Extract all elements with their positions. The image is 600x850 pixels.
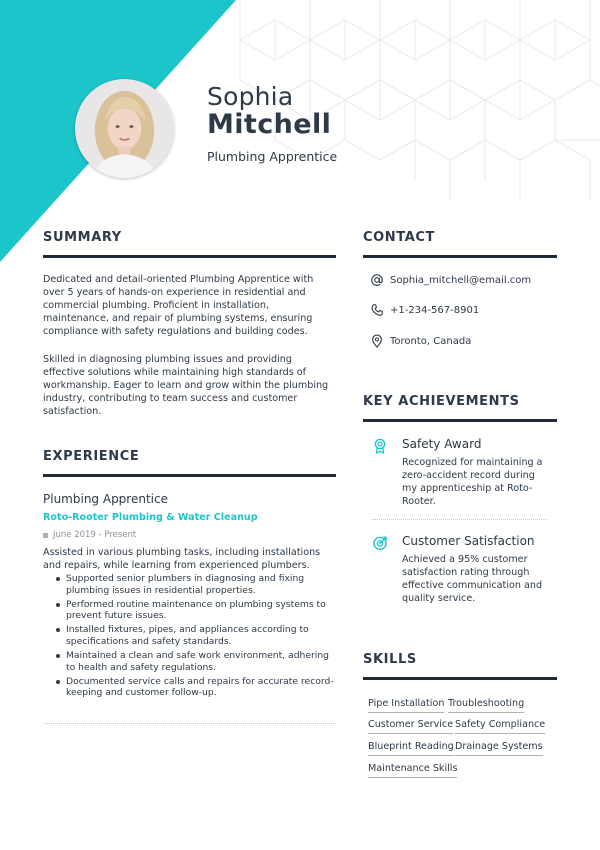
- target-icon: [372, 535, 388, 551]
- contact-heading: CONTACT: [363, 230, 435, 245]
- contact-phone[interactable]: [370, 302, 479, 318]
- achievement-title: Customer Satisfaction: [402, 534, 535, 548]
- bullet-text: Documented service calls and repairs for accurate record-keeping and customer follow-up.: [66, 675, 334, 699]
- skill-tag: Troubleshooting: [448, 698, 524, 713]
- location-text: Toronto, Canada: [390, 335, 472, 347]
- skill-tag: Pipe Installation: [368, 698, 444, 713]
- contact-email[interactable]: [370, 272, 531, 288]
- bullet-icon: [56, 680, 60, 684]
- contact-location: [370, 333, 471, 349]
- job-title: Plumbing Apprentice: [207, 149, 338, 164]
- achievements-heading: KEY ACHIEVEMENTS: [363, 394, 520, 409]
- list-item: [56, 599, 336, 622]
- achievement-description: Achieved a 95% customer satisfaction rating through effective communication and quality service.: [402, 554, 543, 604]
- date-marker-icon: [43, 533, 48, 538]
- award-icon: [372, 438, 388, 454]
- skill-tag: Drainage Systems: [455, 741, 543, 756]
- bullet-text: Performed routine maintenance on plumbing systems to prevent future issues.: [66, 598, 326, 622]
- phone-icon: [370, 303, 384, 317]
- experience-company: Roto-Rooter Plumbing & Water Cleanup: [43, 512, 258, 523]
- summary-heading: SUMMARY: [43, 230, 122, 245]
- achievement-divider: [372, 519, 548, 520]
- bullet-icon: [56, 577, 60, 581]
- experience-bullets: [56, 573, 336, 701]
- achievements-rule: [363, 419, 557, 422]
- skill-tag: Safety Compliance: [455, 719, 545, 734]
- first-name: Sophia: [207, 82, 294, 111]
- experience-heading: EXPERIENCE: [43, 449, 140, 464]
- contact-rule: [363, 255, 557, 258]
- list-item: [56, 624, 336, 647]
- experience-description: Assisted in various plumbing tasks, including installations and repairs, while learning from experienced plumbers.: [43, 547, 321, 571]
- skills-heading: SKILLS: [363, 652, 417, 667]
- profile-photo: [75, 79, 174, 178]
- summary-paragraph: Dedicated and detail-oriented Plumbing Apprentice with over 5 years of hands-on experience in residential and commercial plumbing. Proficient in installation, maintenance, and repair of plumbing systems, ensuring compliance with safety regulations and building codes.: [43, 274, 314, 337]
- location-pin-icon: [370, 334, 384, 348]
- achievement-description: Recognized for maintaining a zero-accident record during my apprenticeship at Roto-Rooter.: [402, 457, 543, 507]
- experience-role: Plumbing Apprentice: [43, 492, 168, 506]
- list-item: [56, 676, 336, 699]
- experience-dates: [43, 530, 136, 540]
- list-item: [56, 650, 336, 673]
- bullet-text: Installed fixtures, pipes, and appliances according to specifications and safety standards.: [66, 624, 309, 647]
- bullet-icon: [56, 628, 60, 632]
- experience-divider: [43, 723, 336, 724]
- bullet-text: Maintained a clean and safe work environment, adhering to health and safety regulations.: [66, 650, 329, 673]
- skill-tag: Customer Service: [368, 719, 453, 734]
- summary-paragraph: Skilled in diagnosing plumbing issues and providing effective solutions while maintaining high standards of workmanship. Eager to learn and grow within the plumbing industry, contributing to team success and customer satisfaction.: [43, 354, 329, 417]
- list-item: [56, 573, 336, 596]
- summary-rule: [43, 255, 336, 258]
- at-icon: [370, 273, 384, 287]
- last-name: Mitchell: [207, 109, 332, 140]
- phone-text[interactable]: +1-234-567-8901: [390, 304, 480, 316]
- skill-tag: Blueprint Reading: [368, 741, 454, 756]
- skills-rule: [363, 677, 557, 680]
- bullet-text: Supported senior plumbers in diagnosing and fixing plumbing issues in residential properties.: [66, 573, 305, 596]
- skill-tag: Maintenance Skills: [368, 763, 457, 778]
- email-text[interactable]: Sophia_mitchell@email.com: [390, 274, 532, 286]
- achievement-title: Safety Award: [402, 437, 482, 451]
- bullet-icon: [56, 603, 60, 607]
- experience-date-text: June 2019 - Present: [53, 530, 137, 540]
- experience-rule: [43, 474, 336, 477]
- bullet-icon: [56, 654, 60, 658]
